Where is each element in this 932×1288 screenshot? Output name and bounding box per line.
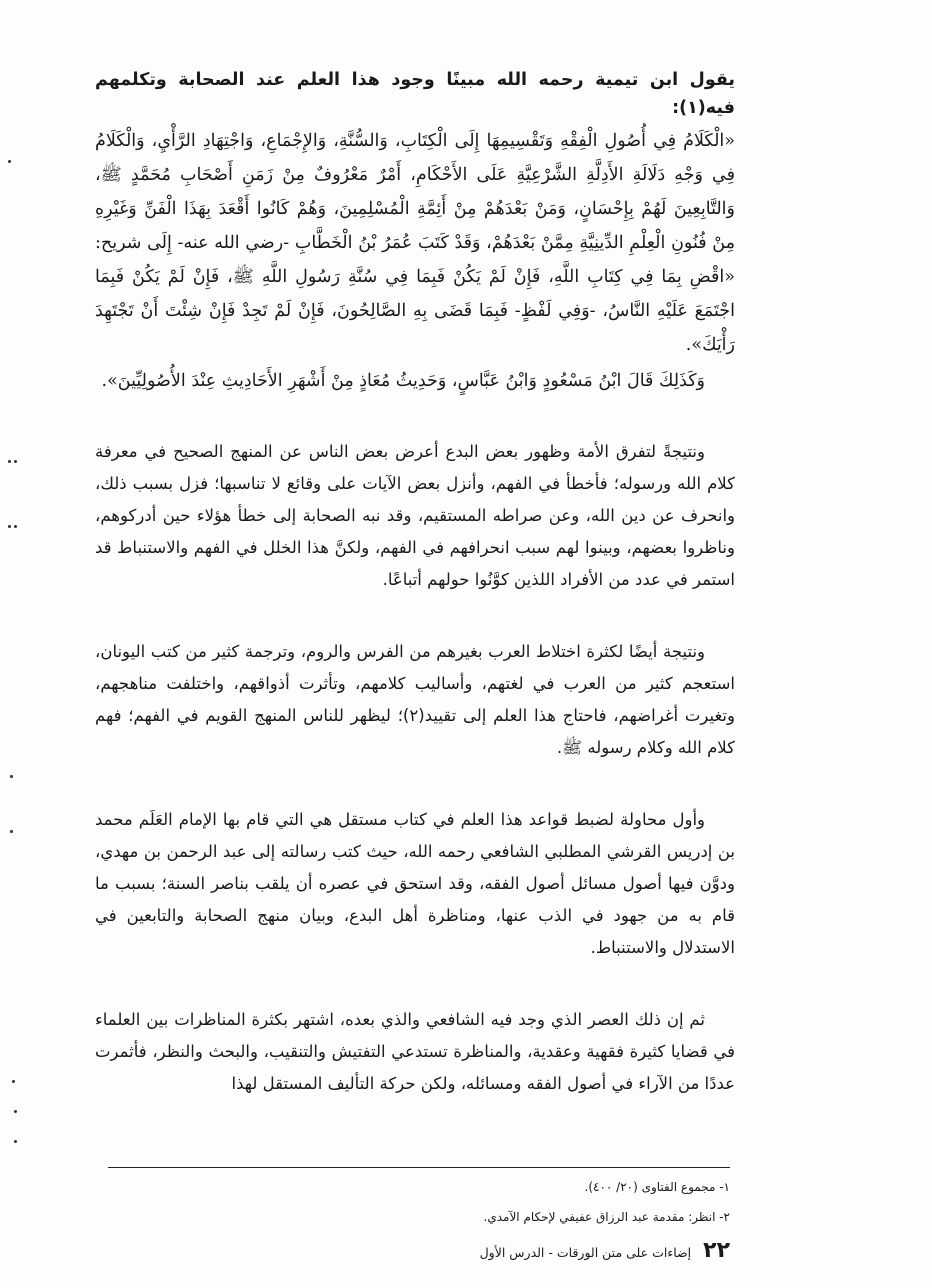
page-number: ٢٢: [703, 1238, 730, 1263]
footnotes: [108, 1172, 730, 1232]
quoted-passage-end: وَكَذَلِكَ قَالَ ابْنُ مَسْعُودٍ وَابْنُ عَبَّاسٍ، وَحَدِيثُ مُعَاذٍ مِنْ أَشْهَرِ الأَحَادِيثِ عِنْدَ الأُصُولِيِّينَ».: [101, 371, 705, 391]
paragraph: ونتيجةً لتفرق الأمة وظهور بعض البدع أعرض بعض الناس عن المنهج الصحيح في معرفة كلام الله ورسوله؛ فأخطأ في الفهم، وأنزل بعض الآيات على وقائع لا تناسبها؛ فزل بسبب ذلك، وانحرف عن دين الله، وعن صراطه المستقيم، وقد نبه الصحابة إلى خطأ هؤلاء حين أدركوهم، وناظروا بعضهم، وبينوا لهم سبب انحرافهم في الفهم، ولكنَّ هذا الخلل في الفهم والاستنباط قد استمر في عدد من الأفراد اللذين كوَّنُوا حولهم أتباعًا.: [95, 442, 735, 589]
intro-line: يقول ابن تيمية رحمه الله مبينًا وجود هذا العلم عند الصحابة وتكلمهم فيه(١):: [95, 70, 735, 118]
page-body: [95, 66, 735, 1100]
paragraph: وأول محاولة لضبط قواعد هذا العلم في كتاب مستقل هي التي قام بها الإمام العَلَم محمد بن إدريس القرشي المطلبي الشافعي رحمه الله، حيث كتب رسالته إلى عبد الرحمن بن مهدي، ودوَّن فيها أصول مسائل أصول الفقه، وقد استحق في عصره أن يلقب بناصر السنة؛ بسبب ما قام به من جهود في الذب عنها، ومناظرة أهل البدع، وبيان منهج الصحابة والتابعين في الاستدلال والاستنباط.: [95, 810, 735, 957]
paragraph: ثم إن ذلك العصر الذي وجد فيه الشافعي والذي بعده، اشتهر بكثرة المناظرات بين العلماء في قضايا كثيرة فقهية وعقدية، والمناظرة تستدعي التفتيش والتنقيب، والبحث والنظر، فأثمرت عددًا من الآراء في أصول الفقه ومسائله، ولكن حركة التأليف المستقل لهذا: [95, 1010, 735, 1093]
footnote-divider: [108, 1167, 730, 1168]
page-footer: [430, 1238, 730, 1263]
footnote: ١- مجموع الفتاوى (٢٠/ ٤٠٠).: [584, 1180, 730, 1194]
quoted-passage: «الْكَلَامُ فِي أُصُولِ الْفِقْهِ وَتَقْسِيمِهَا إِلَى الْكِتَابِ، وَالسُّنَّةِ، وَالإِجْمَاعِ، وَاجْتِهَادِ الرَّأْيِ، وَالْكَلَامُ فِي وَجْهِ دَلَالَةِ الأَدِلَّةِ الشَّرْعِيَّةِ عَلَى الأَحْكَامِ، أَمْرٌ مَعْرُوفٌ مِنْ زَمَنِ أَصْحَابِ مُحَمَّدٍ ﷺ، وَالتَّابِعِينَ لَهُمْ بِإِحْسَانٍ، وَمَنْ بَعْدَهُمْ مِنْ أَئِمَّةِ الْمُسْلِمِينَ، وَهُمْ كَانُوا أَقْعَدَ بِهَذَا الْفَنِّ وَغَيْرِهِ مِنْ فُنُونِ الْعِلْمِ الدِّينِيَّةِ مِمَّنْ بَعْدَهُمْ، وَقَدْ كَتَبَ عُمَرُ بْنُ الْخَطَّابِ -رضي الله عنه- إِلَى شريح: «اقْضِ بِمَا فِي كِتَابِ اللَّهِ، فَإِنْ لَمْ يَكُنْ فَبِمَا فِي سُنَّةِ رَسُولِ اللَّهِ ﷺ، فَإِنْ لَمْ يَكُنْ فَبِمَا اجْتَمَعَ عَلَيْهِ النَّاسُ، -وَفِي لَفْظٍ- فَبِمَا قَضَى بِهِ الصَّالِحُونَ، فَإِنْ لَمْ تَجِدْ فَإِنْ شِئْتَ أَنْ تَجْتَهِدَ رَأْيَكَ».: [95, 131, 735, 355]
running-title: إضاءات على متن الورقات - الدرس الأول: [479, 1245, 692, 1260]
footnote: ٢- انظر: مقدمة عبد الرزاق عفيفي لإحكام الآمدي.: [483, 1210, 730, 1224]
margin-scan-marks: [0, 0, 40, 1288]
paragraph: ونتيجة أيضًا لكثرة اختلاط العرب بغيرهم من الفرس والروم، وترجمة كثير من كتب اليونان، استعجم كثير من العرب في لغتهم، وأساليب كلامهم، وتأثرت أذواقهم، واختلفت مناهجهم، وتغيرت أغراضهم، فاحتاج هذا العلم إلى تقييد(٢)؛ ليظهر للناس المنهج القويم في الفهم؛ فهم كلام الله وكلام رسوله ﷺ.: [95, 642, 735, 757]
